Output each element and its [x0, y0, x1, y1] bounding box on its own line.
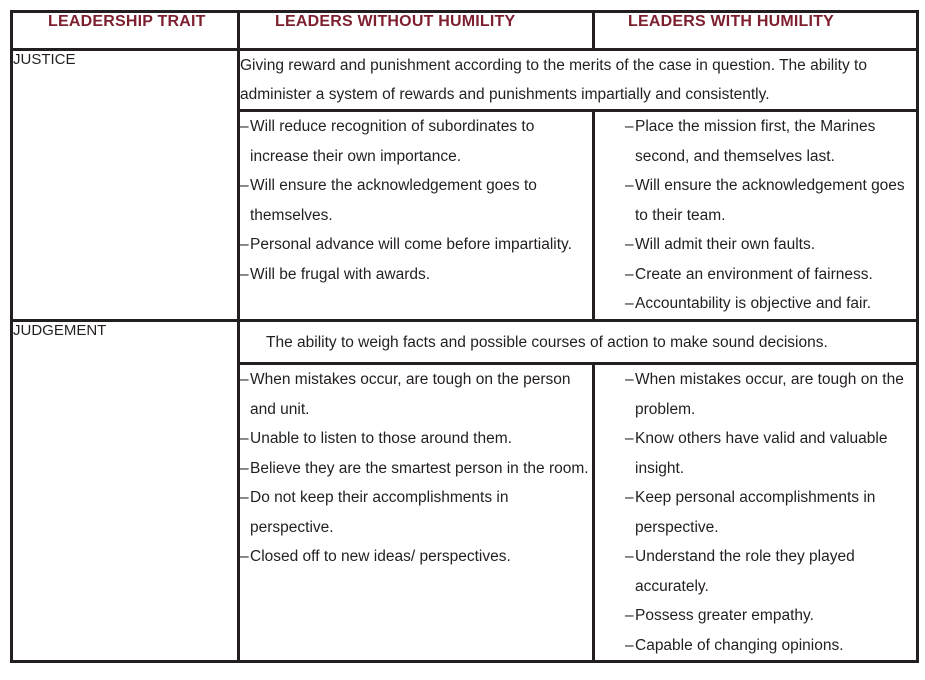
- list-item: – Know others have valid and valuable insight.: [625, 424, 916, 483]
- bullet-list: [625, 365, 916, 660]
- bullet-list: [240, 112, 592, 289]
- header-leaders-without-humility: [239, 12, 594, 50]
- trait-judgement: JUDGEMENT: [12, 321, 239, 662]
- list-item: – Create an environment of fairness.: [625, 260, 916, 290]
- header-row: [12, 12, 918, 50]
- list-item: – Will admit their own faults.: [625, 230, 916, 260]
- table-row: [12, 321, 918, 364]
- header-leaders-with-humility: [594, 12, 918, 50]
- list-item: – Will ensure the acknowledgement goes to their team.: [625, 171, 916, 230]
- without-humility-cell: [239, 364, 594, 662]
- list-item: – Keep personal accomplishments in perspective.: [625, 483, 916, 542]
- bullet-list: [240, 365, 592, 572]
- trait-justice: JUSTICE: [12, 50, 239, 321]
- humility-comparison-table: [10, 10, 919, 663]
- with-humility-cell: [594, 111, 918, 321]
- list-item: – Will reduce recognition of subordinates to increase their own importance.: [240, 112, 592, 171]
- list-item: – When mistakes occur, are tough on the person and unit.: [240, 365, 592, 424]
- list-item: – Unable to listen to those around them.: [240, 424, 592, 454]
- list-item: – Will be frugal with awards.: [240, 260, 592, 290]
- list-item: – Place the mission first, the Marines second, and themselves last.: [625, 112, 916, 171]
- list-item: – When mistakes occur, are tough on the problem.: [625, 365, 916, 424]
- list-item: – Capable of changing opinions.: [625, 631, 916, 661]
- list-item: – Accountability is objective and fair.: [625, 289, 916, 319]
- list-item: – Possess greater empathy.: [625, 601, 916, 631]
- list-item: – Will ensure the acknowledgement goes to themselves.: [240, 171, 592, 230]
- table-row: [12, 50, 918, 111]
- header-label: LEADERS WITHOUT HUMILITY: [275, 13, 516, 30]
- bullet-list: [625, 112, 916, 319]
- list-item: – Closed off to new ideas/ perspectives.: [240, 542, 592, 572]
- trait-definition: Giving reward and punishment according to the merits of the case in question. The ability to administer a system of rewards and punishments impartially and consistently.: [239, 50, 918, 111]
- list-item: – Personal advance will come before impartiality.: [240, 230, 592, 260]
- trait-definition: The ability to weigh facts and possible courses of action to make sound decisions.: [239, 321, 918, 364]
- list-item: – Believe they are the smartest person in the room.: [240, 454, 592, 484]
- header-label: LEADERS WITH HUMILITY: [628, 13, 834, 30]
- list-item: – Do not keep their accomplishments in perspective.: [240, 483, 592, 542]
- header-label: LEADERSHIP TRAIT: [48, 13, 206, 30]
- list-item: – Understand the role they played accurately.: [625, 542, 916, 601]
- with-humility-cell: [594, 364, 918, 662]
- header-leadership-trait: [12, 12, 239, 50]
- without-humility-cell: [239, 111, 594, 321]
